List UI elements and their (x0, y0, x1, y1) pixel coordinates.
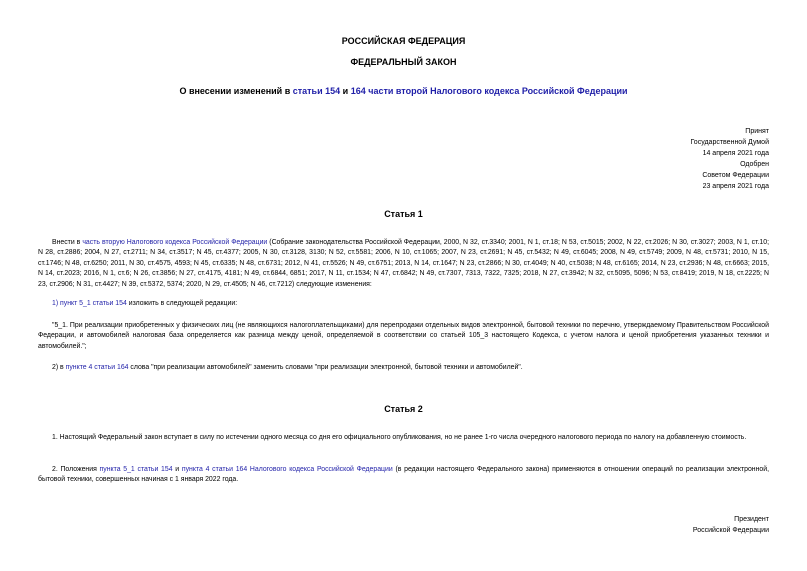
intro-link-tax-code-part2[interactable]: часть вторую Налогового кодекса Российской Федерации (82, 239, 268, 246)
approved-date: 23 апреля 2021 года (702, 183, 769, 190)
law-title (0, 86, 807, 96)
p2-prefix: 2. Положения (52, 466, 100, 473)
item2-link-point-4-article-164[interactable]: пункте 4 статьи 164 (65, 364, 129, 371)
p2-link-point-5-1-article-154[interactable]: пункта 5_1 статьи 154 (99, 466, 173, 473)
article1-item2 (38, 363, 769, 373)
title-link-article-154[interactable]: статьи 154 (292, 86, 341, 96)
country-heading: РОССИЙСКАЯ ФЕДЕРАЦИЯ (341, 36, 466, 46)
law-type-heading: ФЕДЕРАЛЬНЫЙ ЗАКОН (350, 57, 457, 67)
article2-paragraph1: 1. Настоящий Федеральный закон вступает в силу по истечении одного месяца со дня его официального опубликования, но не ранее 1-го числа очередного налогового периода по налогу на добавленную стоимость. (52, 434, 747, 441)
article1-intro (38, 238, 769, 290)
intro-text: (Собрание законодательства Российской Федерации, 2000, N 32, ст.3340; 2001, N 1, ст.18; N 53, ст.5015; 2002, N 22, ст.2026; N 30, ст.3027; 2003, N 1, ст.10; N 28, ст.2886; 2004, N 27, ст.2711; N 34, ст.3517; N 45, ст.4377; 2005, N 30, ст.3128, 3130; N 52, ст.5581; 2006, N 10, ст.1065; 2007, N 23, ст.2691; N 45, ст.5432; N 49, ст.6045; 2008, N 49, ст.5749; 2009, N 48, ст.5731; 2010, N 15, ст.1746; N 48, ст.6250; 2011, N 30, ст.4575, 4593; N 45, ст.6335; N 48, ст.6731; 2012, N 41, ст.5526; N 49, ст.6751; 2013, N 14, ст.1647; N 23, ст.2866; N 30, ст.4049; N 40, ст.5038; N 48, ст.6165; 2014, N 23, ст.2936; N 48, ст.6663; 2015, N 14, ст.2023; 2016, N 1, ст.6; N 26, ст.3856; N 27, ст.4175, 4181; N 49, ст.6844, 6851; 2017, N 11, ст.1534; N 47, ст.6842; N 49, ст.7307, 7313, 7322, 7325; 2018, N 27, ст.3942; N 32, ст.5095, 5096; N 53, ст.8419; 2019, N 18, ст.2225; N 23, ст.2906; N 31, ст.4427; N 39, ст.5372, 5374; 2020, N 29, ст.4505; N 46, ст.7212) следующие изменения: (38, 239, 769, 288)
accepted-label: Принят (745, 128, 769, 135)
item1-link-point-5-1-article-154[interactable]: 1) пункт 5_1 статьи 154 (52, 300, 127, 307)
adoption-block (549, 126, 769, 192)
approved-by: Советом Федерации (702, 172, 769, 179)
article2-heading: Статья 2 (384, 404, 423, 414)
signature-country: Российской Федерации (692, 527, 769, 534)
title-link-article-164[interactable]: 164 части второй Налогового кодекса Российской Федерации (350, 86, 628, 96)
p2-link-point-4-article-164[interactable]: пункта 4 статьи 164 Налогового кодекса Российской Федерации (181, 466, 393, 473)
signature-title: Президент (734, 516, 769, 523)
accepted-by: Государственной Думой (690, 139, 769, 146)
article1-heading: Статья 1 (384, 209, 423, 219)
signature-block (549, 514, 769, 536)
accepted-date: 14 апреля 2021 года (702, 150, 769, 157)
p2-mid: и (172, 466, 182, 473)
article1-quote: "5_1. При реализации приобретенных у физических лиц (не являющихся налогоплательщиками) для перепродажи отдельных видов электронной, бытовой техники по перечню, утверждаемому Правительством Российской Федерации, и автомобилей налоговая база определяется как разница между ценой, определяемой в соответствии со статьей 105_3 настоящего Кодекса, с учетом налога и ценой приобретения указанных техники и автомобилей."; (38, 322, 769, 350)
approved-label: Одобрен (740, 161, 769, 168)
item2-text: слова "при реализации автомобилей" заменить словами "при реализации электронной, бытовой техники и автомобилей". (128, 364, 523, 371)
article2-paragraph2 (38, 465, 769, 486)
title-and: и (340, 86, 351, 96)
item2-prefix: 2) в (52, 364, 66, 371)
article1-item1 (38, 299, 769, 309)
title-prefix: О внесении изменений в (179, 86, 293, 96)
item1-text: изложить в следующей редакции: (126, 300, 238, 307)
p2-text: (в редакции настоящего Федерального закона) применяются в отношении операций по реализации электронной, бытовой техники, совершенных начиная с 1 января 2022 года. (38, 466, 769, 484)
intro-prefix: Внести в (52, 239, 83, 246)
